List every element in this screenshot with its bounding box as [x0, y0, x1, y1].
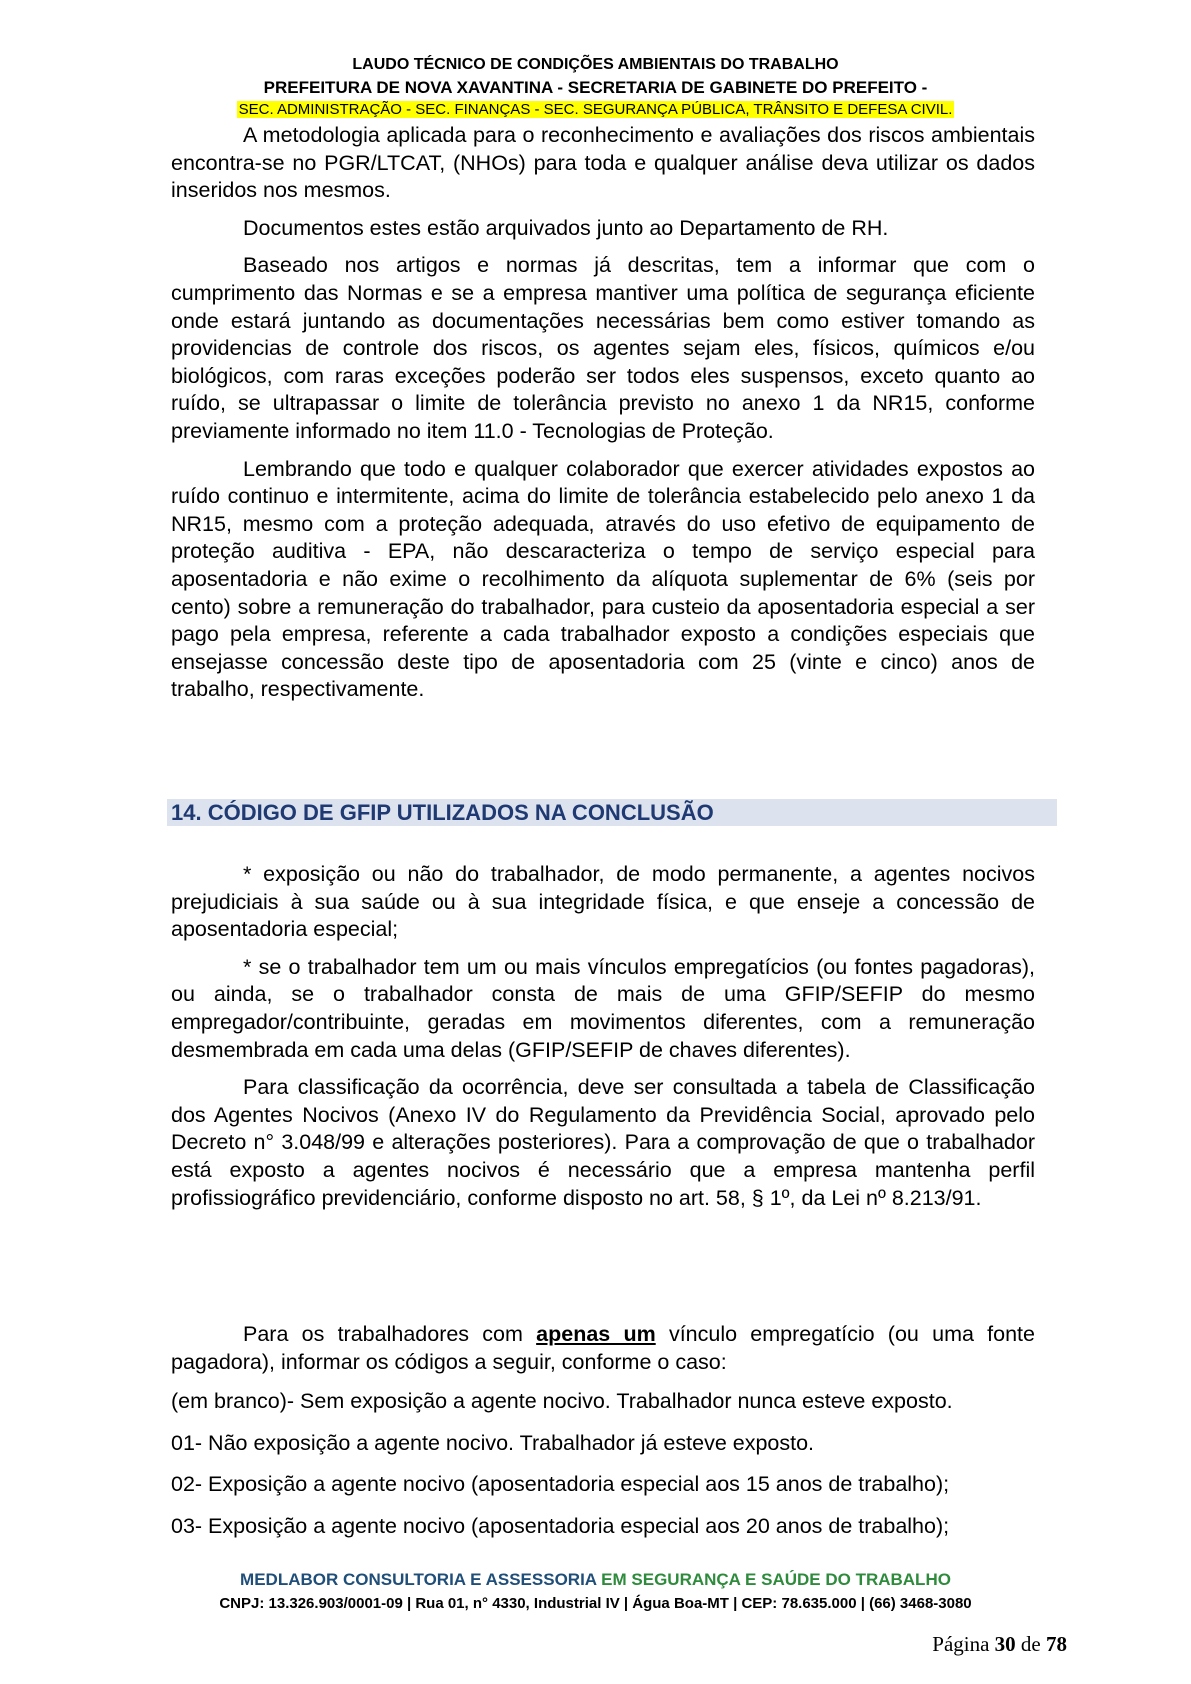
body-top: [171, 122, 1035, 714]
code-item: (em branco)- Sem exposição a agente nocivo. Trabalhador nunca esteve exposto.: [171, 1389, 953, 1414]
footer-company-tagline: EM SEGURANÇA E SAÚDE DO TRABALHO: [596, 1570, 951, 1589]
paragraph-exposure: * exposição ou não do trabalhador, de modo permanente, a agentes nocivos prejudiciais à sua saúde ou à sua integridade física, e que enseje a concessão de aposentadoria especial;: [171, 862, 1035, 942]
codes-intro-emphasis: apenas um: [536, 1322, 656, 1346]
header-highlight: SEC. ADMINISTRAÇÃO - SEC. FINANÇAS - SEC. SEGURANÇA PÚBLICA, TRÂNSITO E DEFESA CIVIL.: [238, 101, 953, 118]
page-number: [932, 1632, 1067, 1657]
footer-company: [0, 1570, 1191, 1590]
body-codes: [171, 1321, 1035, 1555]
paragraph-multiple-links: * se o trabalhador tem um ou mais vínculos empregatícios (ou fontes pagadoras), ou ainda, se o trabalhador consta de mais de uma GFIP/SEFIP do mesmo empregador/contribuinte, geradas em movimentos diferentes, com a remuneração desmembrada em cada uma delas (GFIP/SEFIP de chaves diferentes).: [171, 954, 1035, 1062]
footer-address: CNPJ: 13.326.903/0001-09 | Rua 01, n° 4330, Industrial IV | Água Boa-MT | CEP: 78.635.000 | (66) 3468-3080: [219, 1595, 972, 1612]
code-item: 01- Não exposição a agente nocivo. Trabalhador já esteve exposto.: [171, 1430, 815, 1455]
header-title: LAUDO TÉCNICO DE CONDIÇÕES AMBIENTAIS DO TRABALHO: [352, 56, 839, 73]
codes-intro-after: vínculo empregatício (ou uma fonte pagadora), informar os códigos a seguir, conforme o caso:: [171, 1322, 1035, 1374]
paragraph-codes-intro: [171, 1321, 1035, 1376]
header-organization: PREFEITURA DE NOVA XAVANTINA - SECRETARIA DE GABINETE DO PREFEITO -: [263, 78, 928, 97]
page-current: 30: [994, 1632, 1016, 1656]
paragraph-noise: Lembrando que todo e qualquer colaborador que exercer atividades expostos ao ruído continuo e intermitente, acima do limite de tolerância estabelecido pelo anexo 1 da NR15, mesmo com a proteção adequada, através do uso efetivo de equipamento de proteção auditiva - EPA, não descaracteriza o tempo de serviço especial para aposentadoria e não exime o recolhimento da alíquota suplementar de 6% (seis por cento) sobre a remuneração do trabalhador, para custeio da aposentadoria especial a ser pago pela empresa, referente a cada trabalhador exposto a condições especiais que ensejasse concessão deste tipo de aposentadoria com 25 (vinte e cinco) anos de trabalho, respectivamente.: [171, 456, 1035, 702]
page-total: 78: [1046, 1632, 1067, 1656]
paragraph-norms: Baseado nos artigos e normas já descritas, tem a informar que com o cumprimento das Normas e se a empresa mantiver uma política de segurança eficiente onde estará juntando as documentações necessárias bem como estiver tomando as providencias de controle dos riscos, os agentes sejam eles, físicos, químicos e/ou biológicos, com raras exceções poderão ser todos eles suspensos, exceto quanto ao ruído, se ultrapassar o limite de tolerância previsto no anexo 1 da NR15, conforme previamente informado no item 11.0 - Tecnologias de Proteção.: [171, 253, 1035, 443]
paragraph-documents: Documentos estes estão arquivados junto ao Departamento de RH.: [243, 215, 889, 240]
code-item: 03- Exposição a agente nocivo (aposentadoria especial aos 20 anos de trabalho);: [171, 1513, 950, 1538]
codes-intro-before: Para os trabalhadores com: [243, 1322, 537, 1346]
page-of: de: [1015, 1632, 1046, 1656]
section-heading: 14. CÓDIGO DE GFIP UTILIZADOS NA CONCLUSÃO: [167, 799, 1057, 826]
paragraph-methodology: A metodologia aplicada para o reconhecimento e avaliações dos riscos ambientais encontra-se no PGR/LTCAT, (NHOs) para toda e qualquer análise deva utilizar os dados inseridos nos mesmos.: [171, 123, 1035, 203]
code-item: 02- Exposição a agente nocivo (aposentadoria especial aos 15 anos de trabalho);: [171, 1472, 950, 1497]
page-label: Página: [932, 1632, 995, 1656]
footer-company-name: MEDLABOR CONSULTORIA E ASSESSORIA: [240, 1570, 597, 1589]
header-departments: [0, 101, 1191, 118]
codes-list: [171, 1388, 1035, 1540]
paragraph-classification: Para classificação da ocorrência, deve ser consultada a tabela de Classificação dos Agentes Nocivos (Anexo IV do Regulamento da Previdência Social, aprovado pelo Decreto n° 3.048/99 e alterações posteriores). Para a comprovação de que o trabalhador está exposto a agentes nocivos é necessário que a empresa mantenha perfil profissiográfico previdenciário, conforme disposto no art. 58, § 1º, da Lei nº 8.213/91.: [171, 1075, 1035, 1210]
body-middle: [171, 861, 1035, 1222]
